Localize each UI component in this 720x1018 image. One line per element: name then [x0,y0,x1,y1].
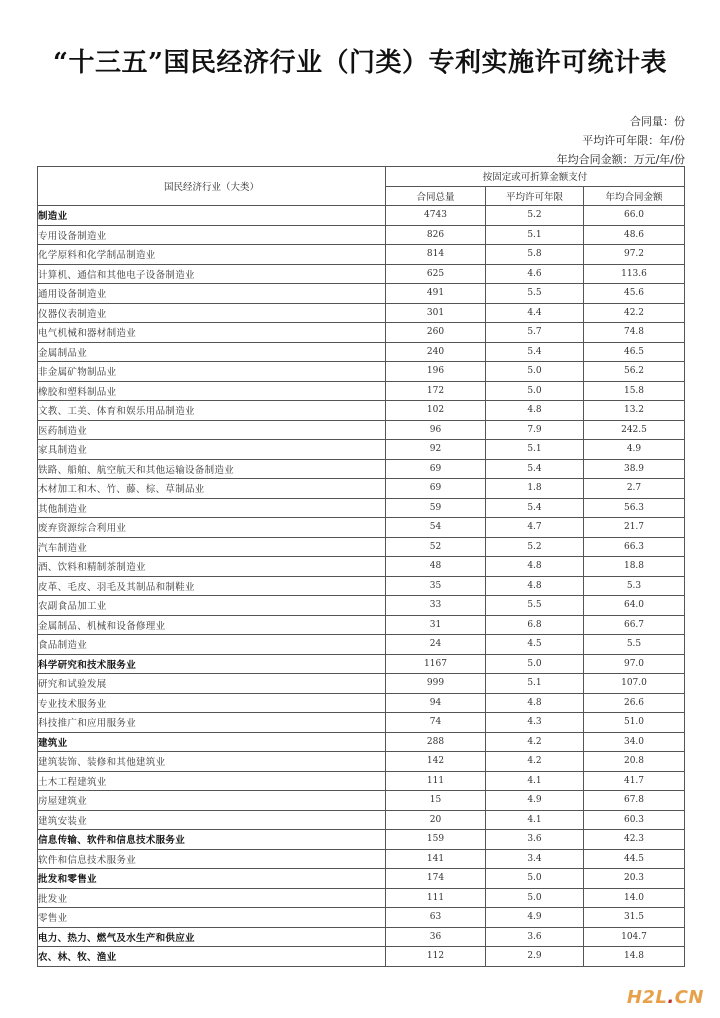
industry-name-cell: 金属制品、机械和设备修理业 [38,615,386,635]
table-body [38,206,685,967]
category-row [38,927,685,947]
table-row [38,791,685,811]
contract-total-cell: 491 [386,284,486,304]
avg-years-cell: 4.7 [486,518,584,538]
avg-years-cell: 4.9 [486,908,584,928]
table-row [38,771,685,791]
unit-notes [557,112,685,169]
table-row [38,303,685,323]
table-header [38,167,685,206]
annual-amount-cell: 20.8 [584,752,685,772]
annual-amount-cell: 42.2 [584,303,685,323]
annual-amount-cell: 5.3 [584,576,685,596]
industry-name-cell: 建筑装饰、装修和其他建筑业 [38,752,386,772]
industry-name-cell: 房屋建筑业 [38,791,386,811]
table-row [38,596,685,616]
table-row [38,908,685,928]
industry-name-cell: 专用设备制造业 [38,225,386,245]
avg-years-cell: 5.7 [486,323,584,343]
avg-years-cell: 7.9 [486,420,584,440]
table-row [38,518,685,538]
industry-name-cell: 皮革、毛皮、羽毛及其制品和制鞋业 [38,576,386,596]
industry-name-cell: 批发和零售业 [38,869,386,889]
industry-name-cell: 化学原料和化学制品制造业 [38,245,386,265]
avg-years-cell: 4.4 [486,303,584,323]
avg-years-cell: 2.9 [486,947,584,967]
industry-name-cell: 农、林、牧、渔业 [38,947,386,967]
avg-years-cell: 5.2 [486,206,584,226]
avg-years-cell: 4.1 [486,771,584,791]
contract-total-cell: 111 [386,888,486,908]
avg-years-cell: 4.8 [486,557,584,577]
contract-total-cell: 48 [386,557,486,577]
table-row [38,323,685,343]
avg-years-cell: 3.4 [486,849,584,869]
table-row [38,888,685,908]
avg-years-header: 平均许可年限 [486,186,584,206]
avg-years-cell: 5.0 [486,888,584,908]
avg-years-cell: 5.1 [486,674,584,694]
avg-years-cell: 4.6 [486,264,584,284]
category-row [38,947,685,967]
contract-total-cell: 112 [386,947,486,967]
annual-amount-cell: 13.2 [584,401,685,421]
table-row [38,810,685,830]
contract-total-cell: 31 [386,615,486,635]
annual-amount-cell: 20.3 [584,869,685,889]
table-row [38,245,685,265]
avg-years-cell: 4.8 [486,693,584,713]
industry-name-cell: 土木工程建筑业 [38,771,386,791]
table-row [38,342,685,362]
industry-name-cell: 非金属矿物制品业 [38,362,386,382]
annual-amount-cell: 15.8 [584,381,685,401]
contract-total-cell: 1167 [386,654,486,674]
industry-name-cell: 其他制造业 [38,498,386,518]
annual-amount-cell: 14.8 [584,947,685,967]
annual-amount-cell: 4.9 [584,440,685,460]
contract-total-cell: 63 [386,908,486,928]
contract-total-cell: 69 [386,459,486,479]
category-row [38,869,685,889]
annual-amount-cell: 51.0 [584,713,685,733]
industry-name-cell: 制造业 [38,206,386,226]
industry-name-cell: 酒、饮料和精制茶制造业 [38,557,386,577]
contract-total-cell: 625 [386,264,486,284]
watermark-part2: CN [674,987,704,1008]
avg-years-cell: 4.1 [486,810,584,830]
avg-years-cell: 5.2 [486,537,584,557]
industry-name-cell: 信息传输、软件和信息技术服务业 [38,830,386,850]
contract-total-cell: 174 [386,869,486,889]
contract-total-cell: 240 [386,342,486,362]
contract-total-cell: 159 [386,830,486,850]
industry-name-cell: 零售业 [38,908,386,928]
contract-total-cell: 111 [386,771,486,791]
contract-total-cell: 36 [386,927,486,947]
industry-name-cell: 废弃资源综合利用业 [38,518,386,538]
annual-amount-cell: 60.3 [584,810,685,830]
annual-amount-cell: 74.8 [584,323,685,343]
avg-years-cell: 5.0 [486,362,584,382]
table-row [38,752,685,772]
contract-total-header: 合同总量 [386,186,486,206]
watermark-part1: H2L [626,987,668,1008]
contract-total-cell: 69 [386,479,486,499]
industry-name-cell: 专业技术服务业 [38,693,386,713]
table-row [38,225,685,245]
contract-total-cell: 826 [386,225,486,245]
avg-years-cell: 1.8 [486,479,584,499]
table-row [38,459,685,479]
contract-total-cell: 96 [386,420,486,440]
industry-name-cell: 科技推广和应用服务业 [38,713,386,733]
category-row [38,732,685,752]
annual-amount-cell: 56.2 [584,362,685,382]
annual-amount-cell: 66.0 [584,206,685,226]
table-row [38,401,685,421]
avg-years-cell: 5.1 [486,440,584,460]
annual-amount-cell: 31.5 [584,908,685,928]
avg-years-cell: 5.5 [486,596,584,616]
industry-name-cell: 食品制造业 [38,635,386,655]
annual-amount-cell: 18.8 [584,557,685,577]
annual-amount-cell: 97.2 [584,245,685,265]
industry-name-cell: 软件和信息技术服务业 [38,849,386,869]
industry-name-cell: 电力、热力、燃气及水生产和供应业 [38,927,386,947]
contract-total-cell: 260 [386,323,486,343]
annual-amount-cell: 104.7 [584,927,685,947]
table-row [38,557,685,577]
avg-years-cell: 6.8 [486,615,584,635]
avg-years-cell: 3.6 [486,927,584,947]
contract-total-cell: 196 [386,362,486,382]
contract-total-cell: 4743 [386,206,486,226]
annual-amount-cell: 42.3 [584,830,685,850]
annual-amount-cell: 45.6 [584,284,685,304]
annual-amount-cell: 97.0 [584,654,685,674]
industry-name-cell: 木材加工和木、竹、藤、棕、草制品业 [38,479,386,499]
payment-group-header: 按固定或可折算金额支付 [386,167,685,187]
table-row [38,420,685,440]
table-row [38,264,685,284]
table-row [38,284,685,304]
contract-total-cell: 172 [386,381,486,401]
annual-amount-cell: 67.8 [584,791,685,811]
contract-total-cell: 15 [386,791,486,811]
contract-total-cell: 54 [386,518,486,538]
avg-years-cell: 3.6 [486,830,584,850]
table-row [38,713,685,733]
contract-total-cell: 24 [386,635,486,655]
industry-name-cell: 批发业 [38,888,386,908]
annual-amount-cell: 41.7 [584,771,685,791]
avg-years-cell: 4.2 [486,732,584,752]
avg-years-cell: 5.8 [486,245,584,265]
annual-amount-cell: 66.7 [584,615,685,635]
table-row [38,440,685,460]
contract-total-cell: 142 [386,752,486,772]
contract-total-cell: 33 [386,596,486,616]
annual-amount-cell: 66.3 [584,537,685,557]
table-row [38,674,685,694]
annual-amount-cell: 2.7 [584,479,685,499]
contract-total-cell: 102 [386,401,486,421]
annual-amount-cell: 48.6 [584,225,685,245]
table-row [38,693,685,713]
contract-total-cell: 35 [386,576,486,596]
annual-amount-cell: 34.0 [584,732,685,752]
annual-amount-cell: 26.6 [584,693,685,713]
table-row [38,576,685,596]
table-row [38,635,685,655]
contract-total-cell: 288 [386,732,486,752]
avg-years-cell: 4.8 [486,401,584,421]
annual-amount-cell: 14.0 [584,888,685,908]
avg-years-cell: 5.0 [486,654,584,674]
table-row [38,479,685,499]
contract-total-cell: 301 [386,303,486,323]
industry-name-cell: 医药制造业 [38,420,386,440]
category-row [38,654,685,674]
annual-amount-cell: 113.6 [584,264,685,284]
annual-amount-cell: 46.5 [584,342,685,362]
unit-note-years: 平均许可年限：年/份 [582,134,685,147]
annual-amount-cell: 44.5 [584,849,685,869]
industry-name-cell: 仪器仪表制造业 [38,303,386,323]
unit-note-amount: 年均合同金额：万元/年/份 [556,153,685,166]
contract-total-cell: 59 [386,498,486,518]
industry-name-cell: 通用设备制造业 [38,284,386,304]
industry-name-cell: 农副食品加工业 [38,596,386,616]
industry-name-cell: 家具制造业 [38,440,386,460]
annual-amount-cell: 242.5 [584,420,685,440]
annual-amount-header: 年均合同金额 [584,186,685,206]
industry-name-cell: 研究和试验发展 [38,674,386,694]
industry-name-cell: 科学研究和技术服务业 [38,654,386,674]
category-row [38,830,685,850]
table-row [38,615,685,635]
annual-amount-cell: 64.0 [584,596,685,616]
avg-years-cell: 5.5 [486,284,584,304]
avg-years-cell: 4.3 [486,713,584,733]
avg-years-cell: 4.9 [486,791,584,811]
table-row [38,362,685,382]
industry-name-cell: 建筑业 [38,732,386,752]
contract-total-cell: 141 [386,849,486,869]
industry-name-cell: 铁路、船舶、航空航天和其他运输设备制造业 [38,459,386,479]
avg-years-cell: 4.2 [486,752,584,772]
industry-name-cell: 建筑安装业 [38,810,386,830]
avg-years-cell: 5.0 [486,381,584,401]
annual-amount-cell: 38.9 [584,459,685,479]
contract-total-cell: 52 [386,537,486,557]
annual-amount-cell: 56.3 [584,498,685,518]
industry-name-cell: 计算机、通信和其他电子设备制造业 [38,264,386,284]
watermark-dot: . [667,987,675,1008]
avg-years-cell: 5.0 [486,869,584,889]
patent-license-table [37,166,685,967]
annual-amount-cell: 21.7 [584,518,685,538]
industry-name-cell: 电气机械和器材制造业 [38,323,386,343]
industry-name-cell: 文教、工美、体育和娱乐用品制造业 [38,401,386,421]
contract-total-cell: 92 [386,440,486,460]
contract-total-cell: 999 [386,674,486,694]
annual-amount-cell: 107.0 [584,674,685,694]
page-title: “十三五”国民经济行业（门类）专利实施许可统计表 [53,48,667,78]
table-row [38,381,685,401]
avg-years-cell: 5.4 [486,498,584,518]
avg-years-cell: 4.5 [486,635,584,655]
industry-name-cell: 汽车制造业 [38,537,386,557]
industry-name-cell: 金属制品业 [38,342,386,362]
annual-amount-cell: 5.5 [584,635,685,655]
site-watermark-logo [627,987,704,1008]
unit-note-count: 合同量：份 [630,115,685,128]
avg-years-cell: 5.1 [486,225,584,245]
contract-total-cell: 20 [386,810,486,830]
table-row [38,849,685,869]
contract-total-cell: 94 [386,693,486,713]
avg-years-cell: 5.4 [486,459,584,479]
avg-years-cell: 4.8 [486,576,584,596]
table-row [38,498,685,518]
contract-total-cell: 74 [386,713,486,733]
industry-header: 国民经济行业（大类） [38,167,386,206]
category-row [38,206,685,226]
avg-years-cell: 5.4 [486,342,584,362]
contract-total-cell: 814 [386,245,486,265]
table-row [38,537,685,557]
industry-name-cell: 橡胶和塑料制品业 [38,381,386,401]
